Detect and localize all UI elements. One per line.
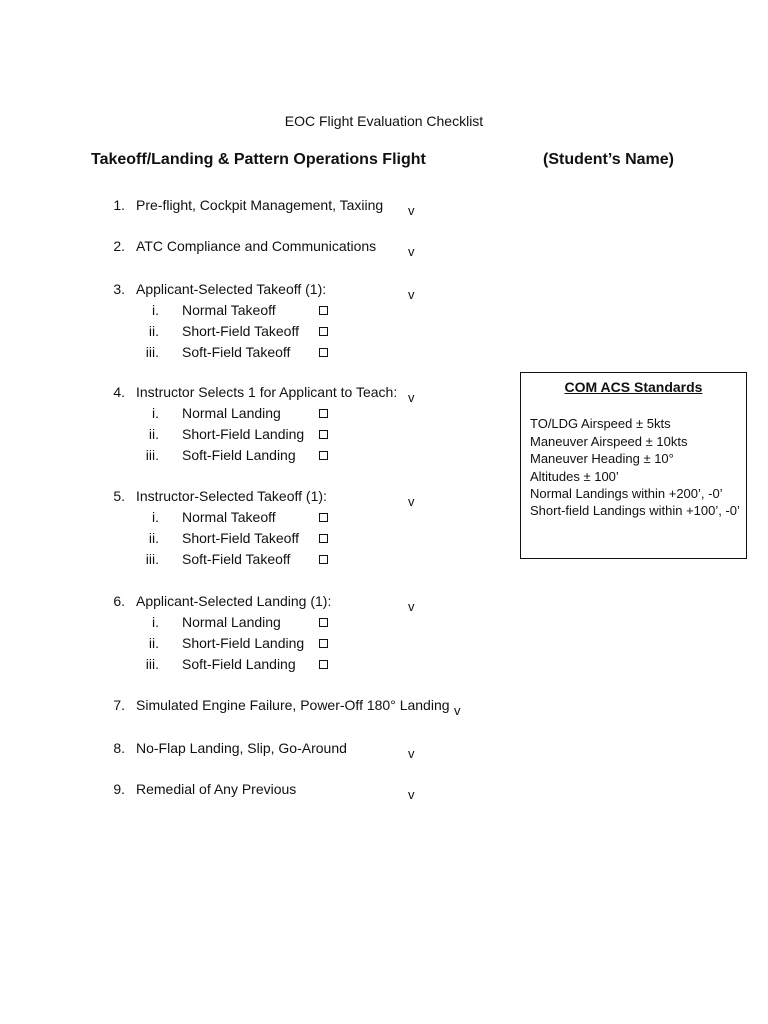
acs-line: Maneuver Airspeed ± 10kts [530,434,688,449]
item-text: Remedial of Any Previous [136,781,297,797]
item-check-mark: v [454,703,461,718]
acs-standards-box [520,372,747,559]
sub-item-text: Short-Field Takeoff [182,530,299,546]
item-number: 3. [113,281,125,297]
item-number: 6. [113,593,125,609]
item-number: 7. [113,697,125,713]
acs-line: Maneuver Heading ± 10° [530,451,674,466]
acs-line: Short-field Landings within +100’, -0’ [530,503,740,518]
acs-standards-title: COM ACS Standards [564,379,703,395]
acs-line: TO/LDG Airspeed ± 5kts [530,416,671,431]
sub-item-numeral: iii. [145,656,159,672]
sub-item-checkbox[interactable] [319,534,328,543]
item-check-mark: v [408,599,415,614]
acs-line: Normal Landings within +200’, -0’ [530,486,723,501]
sub-item-text: Normal Takeoff [182,302,276,318]
sub-item-text: Normal Takeoff [182,509,276,525]
sub-item-checkbox[interactable] [319,306,328,315]
sub-item-text: Normal Landing [182,405,281,421]
item-number: 5. [113,488,125,504]
sub-item-numeral: i. [152,302,159,318]
item-check-mark: v [408,390,415,405]
item-check-mark: v [408,494,415,509]
document-title: EOC Flight Evaluation Checklist [284,113,484,129]
item-number: 8. [113,740,125,756]
sub-item-checkbox[interactable] [319,513,328,522]
sub-item-numeral: ii. [148,635,159,651]
item-check-mark: v [408,746,415,761]
item-text: Instructor-Selected Takeoff (1): [136,488,327,504]
item-number: 1. [113,197,125,213]
item-check-mark: v [408,787,415,802]
item-check-mark: v [408,203,415,218]
sub-item-checkbox[interactable] [319,618,328,627]
sub-item-checkbox[interactable] [319,639,328,648]
sub-item-numeral: ii. [148,426,159,442]
sub-item-checkbox[interactable] [319,660,328,669]
sub-item-numeral: i. [152,405,159,421]
item-check-mark: v [408,287,415,302]
sub-item-numeral: i. [152,614,159,630]
sub-item-numeral: ii. [148,530,159,546]
item-text: No-Flap Landing, Slip, Go-Around [136,740,347,756]
sub-item-text: Soft-Field Takeoff [182,344,291,360]
sub-item-numeral: iii. [145,447,159,463]
sub-item-checkbox[interactable] [319,555,328,564]
item-text: Simulated Engine Failure, Power-Off 180° Landing [136,697,450,713]
sub-item-checkbox[interactable] [319,409,328,418]
sub-item-text: Soft-Field Landing [182,656,296,672]
sub-item-text: Short-Field Landing [182,635,305,651]
sub-item-text: Short-Field Takeoff [182,323,299,339]
item-number: 4. [113,384,125,400]
sub-item-checkbox[interactable] [319,451,328,460]
sub-item-text: Short-Field Landing [182,426,305,442]
sub-item-numeral: ii. [148,323,159,339]
sub-item-text: Normal Landing [182,614,281,630]
sub-item-numeral: iii. [145,551,159,567]
student-name-placeholder: (Student’s Name) [543,151,674,168]
item-text: ATC Compliance and Communications [136,238,377,254]
item-text: Applicant-Selected Landing (1): [136,593,332,609]
acs-line: Altitudes ± 100’ [530,469,619,484]
item-check-mark: v [408,244,415,259]
flight-heading: Takeoff/Landing & Pattern Operations Flight [91,151,426,168]
sub-item-numeral: i. [152,509,159,525]
sub-item-text: Soft-Field Landing [182,447,296,463]
item-number: 9. [113,781,125,797]
sub-item-checkbox[interactable] [319,348,328,357]
sub-item-text: Soft-Field Takeoff [182,551,291,567]
item-text: Applicant-Selected Takeoff (1): [136,281,327,297]
sub-item-numeral: iii. [145,344,159,360]
sub-item-checkbox[interactable] [319,327,328,336]
item-text: Pre-flight, Cockpit Management, Taxiing [136,197,384,213]
sub-item-checkbox[interactable] [319,430,328,439]
item-text: Instructor Selects 1 for Applicant to Teach: [136,384,398,400]
item-number: 2. [113,238,125,254]
